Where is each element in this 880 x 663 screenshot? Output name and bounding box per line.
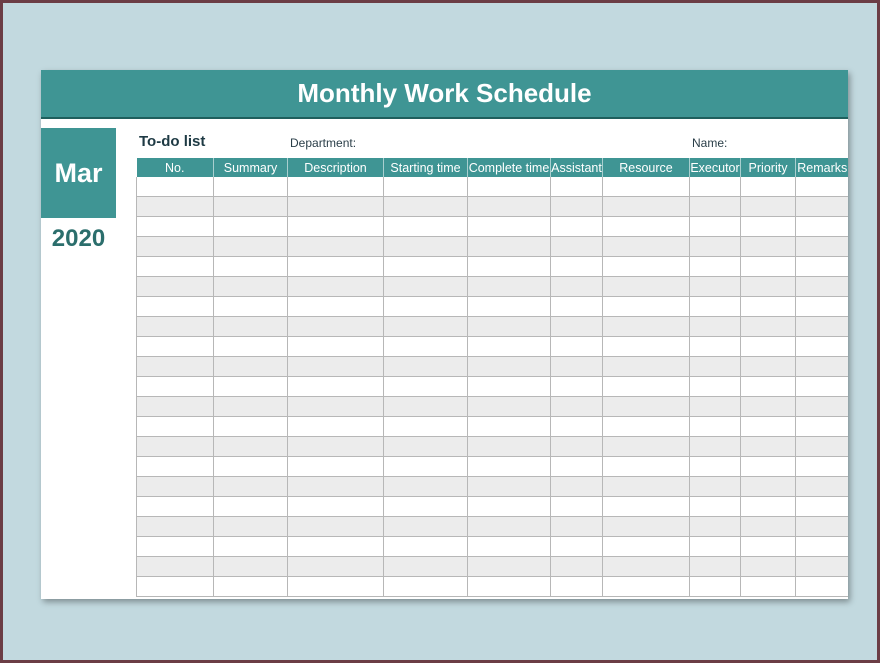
table-cell[interactable] bbox=[603, 477, 690, 497]
table-cell[interactable] bbox=[796, 337, 849, 357]
table-cell[interactable] bbox=[690, 577, 741, 597]
table-cell[interactable] bbox=[796, 357, 849, 377]
table-row bbox=[137, 477, 849, 497]
table-row bbox=[137, 417, 849, 437]
table-cell[interactable] bbox=[288, 217, 384, 237]
table-cell[interactable] bbox=[690, 557, 741, 577]
table-cell[interactable] bbox=[468, 537, 551, 557]
table-cell[interactable] bbox=[137, 237, 214, 257]
table-cell[interactable] bbox=[468, 277, 551, 297]
table-cell[interactable] bbox=[468, 337, 551, 357]
table-cell[interactable] bbox=[603, 177, 690, 197]
table-cell[interactable] bbox=[551, 437, 603, 457]
table-cell[interactable] bbox=[384, 217, 468, 237]
table-row bbox=[137, 577, 849, 597]
table-cell[interactable] bbox=[690, 517, 741, 537]
table-cell[interactable] bbox=[796, 477, 849, 497]
table-cell[interactable] bbox=[288, 517, 384, 537]
table-row bbox=[137, 377, 849, 397]
table-cell[interactable] bbox=[214, 377, 288, 397]
table-cell[interactable] bbox=[137, 217, 214, 237]
name-field[interactable]: Name: bbox=[692, 136, 728, 150]
table-cell[interactable] bbox=[551, 277, 603, 297]
table-cell[interactable] bbox=[551, 457, 603, 477]
column-header: Starting time bbox=[384, 158, 468, 177]
table-cell[interactable] bbox=[603, 457, 690, 477]
table-cell[interactable] bbox=[603, 277, 690, 297]
table-cell[interactable] bbox=[214, 577, 288, 597]
table-cell[interactable] bbox=[468, 297, 551, 317]
table-cell[interactable] bbox=[384, 297, 468, 317]
table-cell[interactable] bbox=[741, 277, 796, 297]
table-cell[interactable] bbox=[690, 497, 741, 517]
table-cell[interactable] bbox=[796, 537, 849, 557]
table-cell[interactable] bbox=[384, 257, 468, 277]
table-cell[interactable] bbox=[603, 537, 690, 557]
table-cell[interactable] bbox=[214, 357, 288, 377]
table-cell[interactable] bbox=[603, 217, 690, 237]
table-cell[interactable] bbox=[137, 357, 214, 377]
table-cell[interactable] bbox=[384, 277, 468, 297]
table-row bbox=[137, 197, 849, 217]
table-cell[interactable] bbox=[214, 557, 288, 577]
table-cell[interactable] bbox=[551, 297, 603, 317]
table-cell[interactable] bbox=[214, 337, 288, 357]
column-header: No. bbox=[137, 158, 214, 177]
table-cell[interactable] bbox=[214, 397, 288, 417]
table-cell[interactable] bbox=[603, 437, 690, 457]
table-cell[interactable] bbox=[741, 497, 796, 517]
schedule-table bbox=[136, 158, 848, 597]
table-cell[interactable] bbox=[551, 197, 603, 217]
table-row bbox=[137, 397, 849, 417]
table-cell[interactable] bbox=[468, 357, 551, 377]
table-cell[interactable] bbox=[741, 437, 796, 457]
table-cell[interactable] bbox=[137, 177, 214, 197]
table-cell[interactable] bbox=[690, 377, 741, 397]
table-cell[interactable] bbox=[796, 297, 849, 317]
column-header: Assistant bbox=[551, 158, 603, 177]
table-cell[interactable] bbox=[288, 257, 384, 277]
table-row bbox=[137, 237, 849, 257]
table-cell[interactable] bbox=[741, 417, 796, 437]
table-cell[interactable] bbox=[214, 497, 288, 517]
table-body bbox=[137, 177, 849, 597]
column-header: Remarks bbox=[796, 158, 849, 177]
table-cell[interactable] bbox=[551, 317, 603, 337]
table-row bbox=[137, 257, 849, 277]
year-label: 2020 bbox=[51, 225, 106, 252]
table-cell[interactable] bbox=[384, 317, 468, 337]
table-cell[interactable] bbox=[468, 177, 551, 197]
table-header-row bbox=[137, 158, 849, 177]
table-cell[interactable] bbox=[690, 357, 741, 377]
table-cell[interactable] bbox=[741, 477, 796, 497]
table-cell[interactable] bbox=[551, 557, 603, 577]
table-row bbox=[137, 457, 849, 477]
table-cell[interactable] bbox=[690, 177, 741, 197]
table-cell[interactable] bbox=[288, 297, 384, 317]
table-cell[interactable] bbox=[603, 397, 690, 417]
table-cell[interactable] bbox=[603, 297, 690, 317]
table-cell[interactable] bbox=[384, 417, 468, 437]
table-cell[interactable] bbox=[288, 537, 384, 557]
page-background bbox=[3, 3, 877, 660]
table-cell[interactable] bbox=[551, 397, 603, 417]
table-cell[interactable] bbox=[603, 357, 690, 377]
table-cell[interactable] bbox=[137, 477, 214, 497]
table-cell[interactable] bbox=[468, 317, 551, 337]
table-cell[interactable] bbox=[551, 257, 603, 277]
column-header: Description bbox=[288, 158, 384, 177]
table-cell[interactable] bbox=[137, 417, 214, 437]
month-badge bbox=[41, 128, 116, 218]
table-cell[interactable] bbox=[603, 197, 690, 217]
table-cell[interactable] bbox=[796, 577, 849, 597]
table-cell[interactable] bbox=[468, 397, 551, 417]
table-row bbox=[137, 337, 849, 357]
table-cell[interactable] bbox=[384, 237, 468, 257]
table-cell[interactable] bbox=[551, 477, 603, 497]
title-divider bbox=[41, 117, 848, 119]
table-cell[interactable] bbox=[384, 457, 468, 477]
table-cell[interactable] bbox=[288, 237, 384, 257]
column-header: Priority bbox=[741, 158, 796, 177]
table-cell[interactable] bbox=[214, 297, 288, 317]
schedule-table-wrapper bbox=[136, 158, 848, 598]
table-cell[interactable] bbox=[137, 337, 214, 357]
table-cell[interactable] bbox=[288, 457, 384, 477]
table-cell[interactable] bbox=[288, 417, 384, 437]
table-cell[interactable] bbox=[796, 417, 849, 437]
table-cell[interactable] bbox=[288, 577, 384, 597]
table-row bbox=[137, 217, 849, 237]
table-cell[interactable] bbox=[690, 197, 741, 217]
table-cell[interactable] bbox=[690, 457, 741, 477]
table-cell[interactable] bbox=[137, 297, 214, 317]
table-row bbox=[137, 537, 849, 557]
table-cell[interactable] bbox=[690, 337, 741, 357]
table-cell[interactable] bbox=[384, 477, 468, 497]
table-row bbox=[137, 517, 849, 537]
table-cell[interactable] bbox=[137, 557, 214, 577]
table-cell[interactable] bbox=[468, 417, 551, 437]
table-cell[interactable] bbox=[551, 577, 603, 597]
table-cell[interactable] bbox=[551, 517, 603, 537]
table-cell[interactable] bbox=[796, 237, 849, 257]
table-cell[interactable] bbox=[384, 357, 468, 377]
table-cell[interactable] bbox=[690, 257, 741, 277]
table-cell[interactable] bbox=[214, 457, 288, 477]
table-cell[interactable] bbox=[468, 377, 551, 397]
table-cell[interactable] bbox=[796, 457, 849, 477]
table-cell[interactable] bbox=[137, 497, 214, 517]
table-row bbox=[137, 177, 849, 197]
table-cell[interactable] bbox=[137, 517, 214, 537]
table-row bbox=[137, 497, 849, 517]
table-cell[interactable] bbox=[796, 377, 849, 397]
column-header: Resource bbox=[603, 158, 690, 177]
table-cell[interactable] bbox=[137, 437, 214, 457]
table-cell[interactable] bbox=[741, 357, 796, 377]
table-cell[interactable] bbox=[551, 377, 603, 397]
table-cell[interactable] bbox=[468, 197, 551, 217]
table-cell[interactable] bbox=[690, 537, 741, 557]
table-cell[interactable] bbox=[741, 457, 796, 477]
table-cell[interactable] bbox=[288, 197, 384, 217]
table-cell[interactable] bbox=[468, 217, 551, 237]
table-cell[interactable] bbox=[690, 317, 741, 337]
table-cell[interactable] bbox=[603, 557, 690, 577]
table-cell[interactable] bbox=[796, 257, 849, 277]
table-cell[interactable] bbox=[741, 217, 796, 237]
table-cell[interactable] bbox=[796, 217, 849, 237]
table-cell[interactable] bbox=[214, 277, 288, 297]
table-cell[interactable] bbox=[741, 537, 796, 557]
table-cell[interactable] bbox=[796, 197, 849, 217]
todo-heading: To-do list bbox=[139, 133, 206, 150]
table-row bbox=[137, 437, 849, 457]
table-cell[interactable] bbox=[214, 437, 288, 457]
table-cell[interactable] bbox=[741, 557, 796, 577]
table-cell[interactable] bbox=[384, 337, 468, 357]
table-cell[interactable] bbox=[741, 237, 796, 257]
table-cell[interactable] bbox=[468, 437, 551, 457]
table-cell[interactable] bbox=[384, 437, 468, 457]
column-header: Summary bbox=[214, 158, 288, 177]
department-field[interactable]: Department: bbox=[290, 136, 357, 150]
table-cell[interactable] bbox=[690, 297, 741, 317]
table-cell[interactable] bbox=[137, 537, 214, 557]
table-cell[interactable] bbox=[384, 197, 468, 217]
table-cell[interactable] bbox=[384, 577, 468, 597]
title-banner bbox=[41, 70, 848, 117]
table-cell[interactable] bbox=[384, 397, 468, 417]
table-cell[interactable] bbox=[690, 397, 741, 417]
table-cell[interactable] bbox=[551, 497, 603, 517]
table-cell[interactable] bbox=[741, 577, 796, 597]
table-cell[interactable] bbox=[741, 197, 796, 217]
table-cell[interactable] bbox=[690, 477, 741, 497]
table-row bbox=[137, 317, 849, 337]
table-cell[interactable] bbox=[384, 177, 468, 197]
table-cell[interactable] bbox=[288, 317, 384, 337]
table-cell[interactable] bbox=[690, 277, 741, 297]
table-cell[interactable] bbox=[214, 177, 288, 197]
table-cell[interactable] bbox=[384, 517, 468, 537]
table-cell[interactable] bbox=[468, 517, 551, 537]
table-cell[interactable] bbox=[214, 517, 288, 537]
table-cell[interactable] bbox=[741, 517, 796, 537]
table-cell[interactable] bbox=[603, 417, 690, 437]
column-header: Executor bbox=[690, 158, 741, 177]
table-cell[interactable] bbox=[551, 537, 603, 557]
table-cell[interactable] bbox=[288, 477, 384, 497]
table-cell[interactable] bbox=[214, 197, 288, 217]
table-cell[interactable] bbox=[137, 197, 214, 217]
table-cell[interactable] bbox=[551, 177, 603, 197]
table-cell[interactable] bbox=[796, 557, 849, 577]
table-cell[interactable] bbox=[137, 577, 214, 597]
table-cell[interactable] bbox=[603, 337, 690, 357]
table-cell[interactable] bbox=[741, 377, 796, 397]
table-cell[interactable] bbox=[288, 397, 384, 417]
table-cell[interactable] bbox=[288, 277, 384, 297]
table-cell[interactable] bbox=[741, 317, 796, 337]
schedule-sheet bbox=[41, 70, 848, 599]
table-cell[interactable] bbox=[288, 557, 384, 577]
table-cell[interactable] bbox=[551, 217, 603, 237]
table-cell[interactable] bbox=[214, 217, 288, 237]
table-cell[interactable] bbox=[384, 557, 468, 577]
table-cell[interactable] bbox=[468, 237, 551, 257]
table-cell[interactable] bbox=[214, 257, 288, 277]
table-cell[interactable] bbox=[603, 497, 690, 517]
table-cell[interactable] bbox=[214, 237, 288, 257]
table-cell[interactable] bbox=[384, 377, 468, 397]
table-cell[interactable] bbox=[137, 317, 214, 337]
month-label: Mar bbox=[54, 157, 103, 188]
table-cell[interactable] bbox=[468, 497, 551, 517]
table-cell[interactable] bbox=[468, 477, 551, 497]
table-cell[interactable] bbox=[603, 257, 690, 277]
table-cell[interactable] bbox=[214, 417, 288, 437]
table-cell[interactable] bbox=[603, 237, 690, 257]
table-cell[interactable] bbox=[741, 297, 796, 317]
table-cell[interactable] bbox=[288, 357, 384, 377]
table-row bbox=[137, 557, 849, 577]
table-cell[interactable] bbox=[468, 457, 551, 477]
table-cell[interactable] bbox=[288, 337, 384, 357]
table-cell[interactable] bbox=[288, 377, 384, 397]
table-cell[interactable] bbox=[551, 237, 603, 257]
table-cell[interactable] bbox=[137, 257, 214, 277]
table-cell[interactable] bbox=[384, 497, 468, 517]
table-cell[interactable] bbox=[603, 577, 690, 597]
table-cell[interactable] bbox=[384, 537, 468, 557]
table-cell[interactable] bbox=[796, 517, 849, 537]
page-title: Monthly Work Schedule bbox=[297, 78, 592, 108]
table-cell[interactable] bbox=[137, 377, 214, 397]
table-cell[interactable] bbox=[690, 237, 741, 257]
table-cell[interactable] bbox=[603, 317, 690, 337]
table-cell[interactable] bbox=[288, 437, 384, 457]
table-cell[interactable] bbox=[603, 377, 690, 397]
table-cell[interactable] bbox=[796, 497, 849, 517]
table-cell[interactable] bbox=[137, 277, 214, 297]
table-cell[interactable] bbox=[796, 397, 849, 417]
table-cell[interactable] bbox=[137, 457, 214, 477]
table-cell[interactable] bbox=[214, 317, 288, 337]
table-cell[interactable] bbox=[603, 517, 690, 537]
table-cell[interactable] bbox=[690, 217, 741, 237]
table-cell[interactable] bbox=[468, 257, 551, 277]
table-row bbox=[137, 297, 849, 317]
table-cell[interactable] bbox=[741, 177, 796, 197]
table-cell[interactable] bbox=[741, 257, 796, 277]
table-cell[interactable] bbox=[468, 577, 551, 597]
table-cell[interactable] bbox=[551, 357, 603, 377]
table-cell[interactable] bbox=[214, 537, 288, 557]
table-cell[interactable] bbox=[288, 497, 384, 517]
table-cell[interactable] bbox=[796, 177, 849, 197]
table-cell[interactable] bbox=[551, 417, 603, 437]
table-cell[interactable] bbox=[288, 177, 384, 197]
table-cell[interactable] bbox=[214, 477, 288, 497]
column-header: Complete time bbox=[468, 158, 551, 177]
table-cell[interactable] bbox=[468, 557, 551, 577]
table-cell[interactable] bbox=[690, 417, 741, 437]
table-cell[interactable] bbox=[741, 397, 796, 417]
table-cell[interactable] bbox=[741, 337, 796, 357]
table-cell[interactable] bbox=[690, 437, 741, 457]
table-row bbox=[137, 357, 849, 377]
table-row bbox=[137, 277, 849, 297]
table-cell[interactable] bbox=[551, 337, 603, 357]
table-cell[interactable] bbox=[796, 317, 849, 337]
table-cell[interactable] bbox=[796, 437, 849, 457]
table-cell[interactable] bbox=[796, 277, 849, 297]
table-cell[interactable] bbox=[137, 397, 214, 417]
